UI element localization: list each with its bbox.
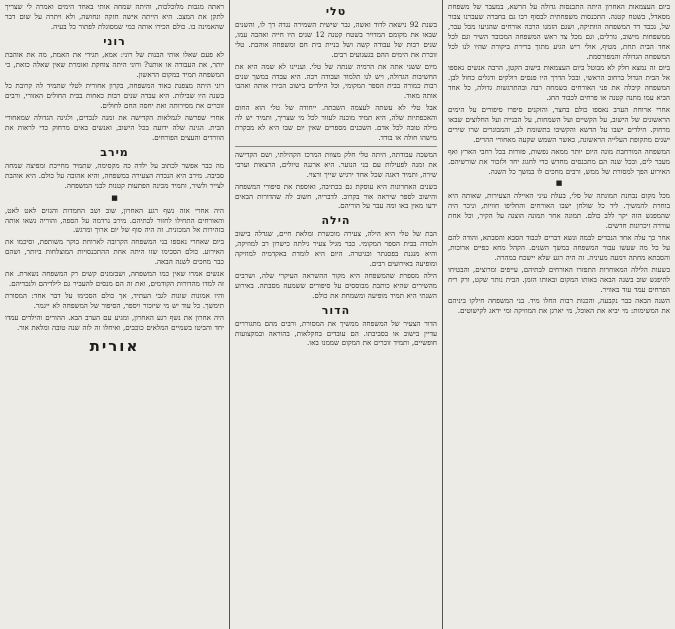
article-paragraph: השנה הבאה כבר נקבעה, והכנות רבות החלו מיד. בני המשפחה חילקו ביניהם את המשימות: מי יביא את האוכל, מי יארגן את המוזיקה ומי ידאג לקישוטים.	[448, 296, 670, 316]
article-paragraph: אחר כך עלה אחד הנכדים לבמה ונשא דברים לכבוד הסבא והסבתא, והודה להם על כל מה שעשו עבור המשפחה במשך השנים. הקהל מחא כפיים ארוכות, והסבתא מחתה דמעה מעיניה. זה היה רגע שלא יישכח במהרה.	[448, 233, 670, 262]
section-heading: רוני	[103, 34, 126, 48]
article-paragraph: ביום שאחרי נאספו בני המשפחה הקרובה לארוחת בוקר משותפת, וסיכמו את האירוע. כולם הסכימו שזו היתה אחת ההתכנסויות המוצלחות ביותר, ושהם כבר מחכים לשנה הבאה.	[5, 237, 224, 267]
column-right	[443, 0, 675, 629]
article-paragraph: המשפחה המורחבת מונה היום יותר ממאה נפשות, פזורות בכל רחבי הארץ ואף מעבר לים, ובכל שנה הם מתכנסים מחדש כדי לחגוג יחד ולזכור את שורשיהם. האירוע הפך למסורת של ממש, ורבים מחכים לו במשך כל השנה.	[448, 146, 670, 176]
article-paragraph: ראתה מגבות מלוכלכות, והיתה שמחה אותי באחד הימים ואמרה לי שצריך לתקן את המצב. היא הייתה אישה חזקה ונחושה, ולא ויתרה על שום דבר שהאמינה בו. כולם הכירו אותה כמי שמסוגלת לפתור כל בעיה.	[5, 2, 224, 31]
article-paragraph: בשנת 92 נישאה לדוד ואשה, גבר שישית השמירה נגדה דך לו, והשנים שבאו את מקומם המדויר בשטח קטנה 12 שנים היו חייה ואהבה עמו, שנים רבות של עבודה קשה ושל בניית בית חם ומשפחה אוהבת. טלי זוכרת את הימים ההם בגעגועים רבים.	[235, 20, 438, 59]
section-separator-bullet: ■	[555, 179, 563, 188]
column-left	[0, 0, 229, 629]
section-heading: הדור	[321, 303, 351, 317]
article-paragraph: והיו אמונות שונות לגבי העתיד, אך כולם הסכימו על דבר אחד: המסורת תימשך. כל עוד יש מי שיזכור ויספר, הסיפור של המשפחה לא ייגמר.	[5, 290, 224, 310]
article-paragraph: אחרי ארוחת הערב נאספו כולם בחצר, והזקנים סיפרו סיפורים על הימים הראשונים של הישוב, על הקשיים ועל השמחות, על הבנייה ועל החלוצים שבאו מרחוק. הילדים ישבו על הדשא והקשיבו בתשומת לב, והמבוגרים שרו שירים ישנים מתקופת העלייה הראשונה, כאשר השמש שקעה מאחורי ההרים.	[448, 105, 670, 144]
article-paragraph: אבל טלי לא עשתה לעצמה השבתה. ייחודה של טלי הוא החום והאכפתיות שלה, היא תמיד מוכנה לעזור לכל מי שצריך, ותמיד יש לה מילה טובה לכל אדם. השכנים מספרים שאין יום שבו היא לא מבקרת מישהו חולה או בודד.	[235, 103, 437, 142]
article-paragraph: הדור הצעיר של המשפחה ממשיך את המסורת, ורבים מהם מתגוררים עדיין בישוב או בסביבתו. הם עובדים בחקלאות, בהוראה ובמקצועות חופשיים, ותמיד זוכרים את המקום שממנו באו.	[235, 318, 437, 348]
article-paragraph: היה אחרי אזה נשף רגע האחרון, שוב ושב החמדות והגזים לאט לאט, והאורחים התחילו לחזור לבתיהם. מירב נרדמה על הספה, והוריה נשאו אותה בזהירות אל המכונית. זה היה סוף של יום ארוך ומרגש.	[5, 205, 224, 235]
article-paragraph: היה אחרון את נשף רגע האחרון, ומגיע עם הערב הבא. ההורים והילדים עמדו יחד והביטו בשמיים המלאים כוכבים, ואיחלו זה לזה שנה טובה ומלאת אור.	[5, 312, 224, 332]
article-paragraph: לא פעם שאלו אותי הבנות של רוני: אמא, תגידי את האמת, מה את אוהבת יותר, את העבודה או אותנו? ורוני היתה צוחקת ואומרת שאין שאלה כזאת, כי המשפחה תמיד במקום הראשון.	[5, 49, 224, 79]
article-paragraph: מיום ששני אתה את הרמיה שנתה של טלי. ועניינו לא שמה היא את החשיבות הגדולה, ויש לנו תלמוד ועבודה רבה. היא עבדה במשך שנים רבות כמורה בבית הספר המקומי, וכל הילדים בישוב הכירו אותה ואהבו אותה מאוד.	[235, 61, 437, 101]
section-separator-bullet: ■	[111, 193, 118, 202]
article-paragraph: בשעות הלילה המאוחרות התפזרו האורחים לבתיהם, עייפים ומרוצים, והבטיחו להיפגש שוב בשנה הבאה באותו המקום ובאותו הזמן. הבית נותר שקט, ורק ריח הפרחים עמד עוד באוויר.	[448, 264, 670, 294]
article-paragraph: בשנים האחרונות היא עוסקת גם בכתיבה, ואוספת את סיפורי המשפחה והישוב לספר שיראה אור בקרוב. לדבריה, חשוב לה שהדורות הבאים ידעו מאין באו ומה עבר על הוריהם.	[235, 181, 437, 211]
article-paragraph: ביום זה נמצא חלק לא מבוטל ביום העצמאות בישוב הקטן, הרבה אנשים נאספו אל הבית הגדול ברחוב הראשי, ובכל הדרך היו פנסים דולקים ודגלים כחול לבן. המשפחה קיבלה את פני האורחים בשמחה רבה ובהתרגשות גדולה, כל אחד הביא עמו מתנה קטנה או פרחים לכבוד החג.	[448, 63, 670, 103]
article-paragraph: מכל מקום נבחנת תמונתה של סלי, בעלת עיני האיילה הצעירות, שאותה היא בוחרת להמשיך. ליד כל שולחן ישבו האורחים והחליפו חוויות, וניכר היה שהמפגש הזה יקר ללב כולם. תמונה אחר תמונה הוצגה על הקיר, וכל אחת עוררה זיכרונות חדשים.	[448, 191, 670, 231]
article-paragraph: הבת של טלי היא הילה, צעירה מוכשרת ומלאת חיים, שגדלה בישוב ולמדה בבית הספר המקומי. כבר מגיל צעיר גילתה כישרון רב למוזיקה, והיא מנגנת בפסנתר ובגיטרה. היום היא לומדת באקדמיה למוזיקה ומופיעה באירועים רבים.	[235, 229, 437, 269]
article-paragraph: אנשים אמרו שאין כמו המשפחה, ושבזמנים קשים רק המשפחה נשארת. את זה למדו מהדורות הקודמים, ואת זה הם מנסים להעביר גם לילדיהם ולנכדיהם.	[5, 269, 224, 288]
article-paragraph: מה כבר אפשר לכתוב על ילדה כה מקסימה, שתמיד מחייכת ומפיצה שמחה סביבה. מירב היא הנכדה הצעירה במשפחה, והיא אהובה על כולם. היא אוהבת לצייר ולשיר, ותמיד מכינה הפתעות קטנות לבני המשפחה.	[5, 160, 224, 190]
section-heading: מירב	[100, 145, 129, 159]
section-heading: הילה	[321, 214, 351, 228]
article-paragraph: ביום העצמאות האחרון היתה התכנסות גדולה על הרשא, במעבר של משפחת מסאדל, בשטח קטנה. התכנסות משפחתית לבסוף רבו גם בחברה שעברנו צבור של, נכבד דד המשפחה הוותיקה, ושגם הזמנו הרבה אורחים שהגיעו מכל עבר, ממשפחות מישוב, גורלים, וגם מכל צד ראש המשפחה המכובד השיר וגם לכל אחד הבית תחת, מטיף, אולי ריש הגיע מתוך ברירת ביקורת שהיו לנו לכל המשפחה הגדולה והמפורסמת.	[448, 2, 670, 61]
article-paragraph: רוני היתה מצפנת כאוד המשפחה, בקרון אחורית לטלי שתמיד לה קרובת כל בשנה היו שבילות. היא עבדה שנים רבות כאחות בבית החולים האזורי, ורבים זוכרים את מסירותה ואת יחסה החם לחולים.	[5, 81, 224, 111]
column-middle	[230, 0, 442, 629]
section-heading: טלי	[325, 5, 347, 18]
article-paragraph: אחרי שפרשה לגמלאות הקדישה את זמנה לנכדים, ולגינה הגדולה שמאחורי הבית. הגינה שלה ידועה בכל הישוב, ואנשים באים מרחוק כדי לראות את הוורדים והעצים הפורחים.	[5, 113, 224, 142]
column-divider	[442, 0, 443, 629]
horizontal-rule	[235, 146, 437, 147]
section-heading: אורית	[89, 337, 140, 356]
column-divider	[229, 0, 230, 629]
article-paragraph: הילה מספרת שהמשפחה היא מקור ההשראה העיקרי שלה, ושרבים מהשירים שהיא כותבת מבוססים על סיפורים ששמעה מסבתה. באירוע השנתי היא תמיד מופיעה ומשמחת את כולם.	[235, 270, 437, 300]
article-paragraph: המשכה עבודתה, היתה טלי חלק מצוות המרכז הקהילתי, ושם הקדישה את זמנה לפעילות עם בני הנוער. היא ארגנה טיולים, הרצאות וערבי שירה, ותמיד דאגה שכל אחד ירגיש שייך ורצוי.	[235, 149, 437, 179]
